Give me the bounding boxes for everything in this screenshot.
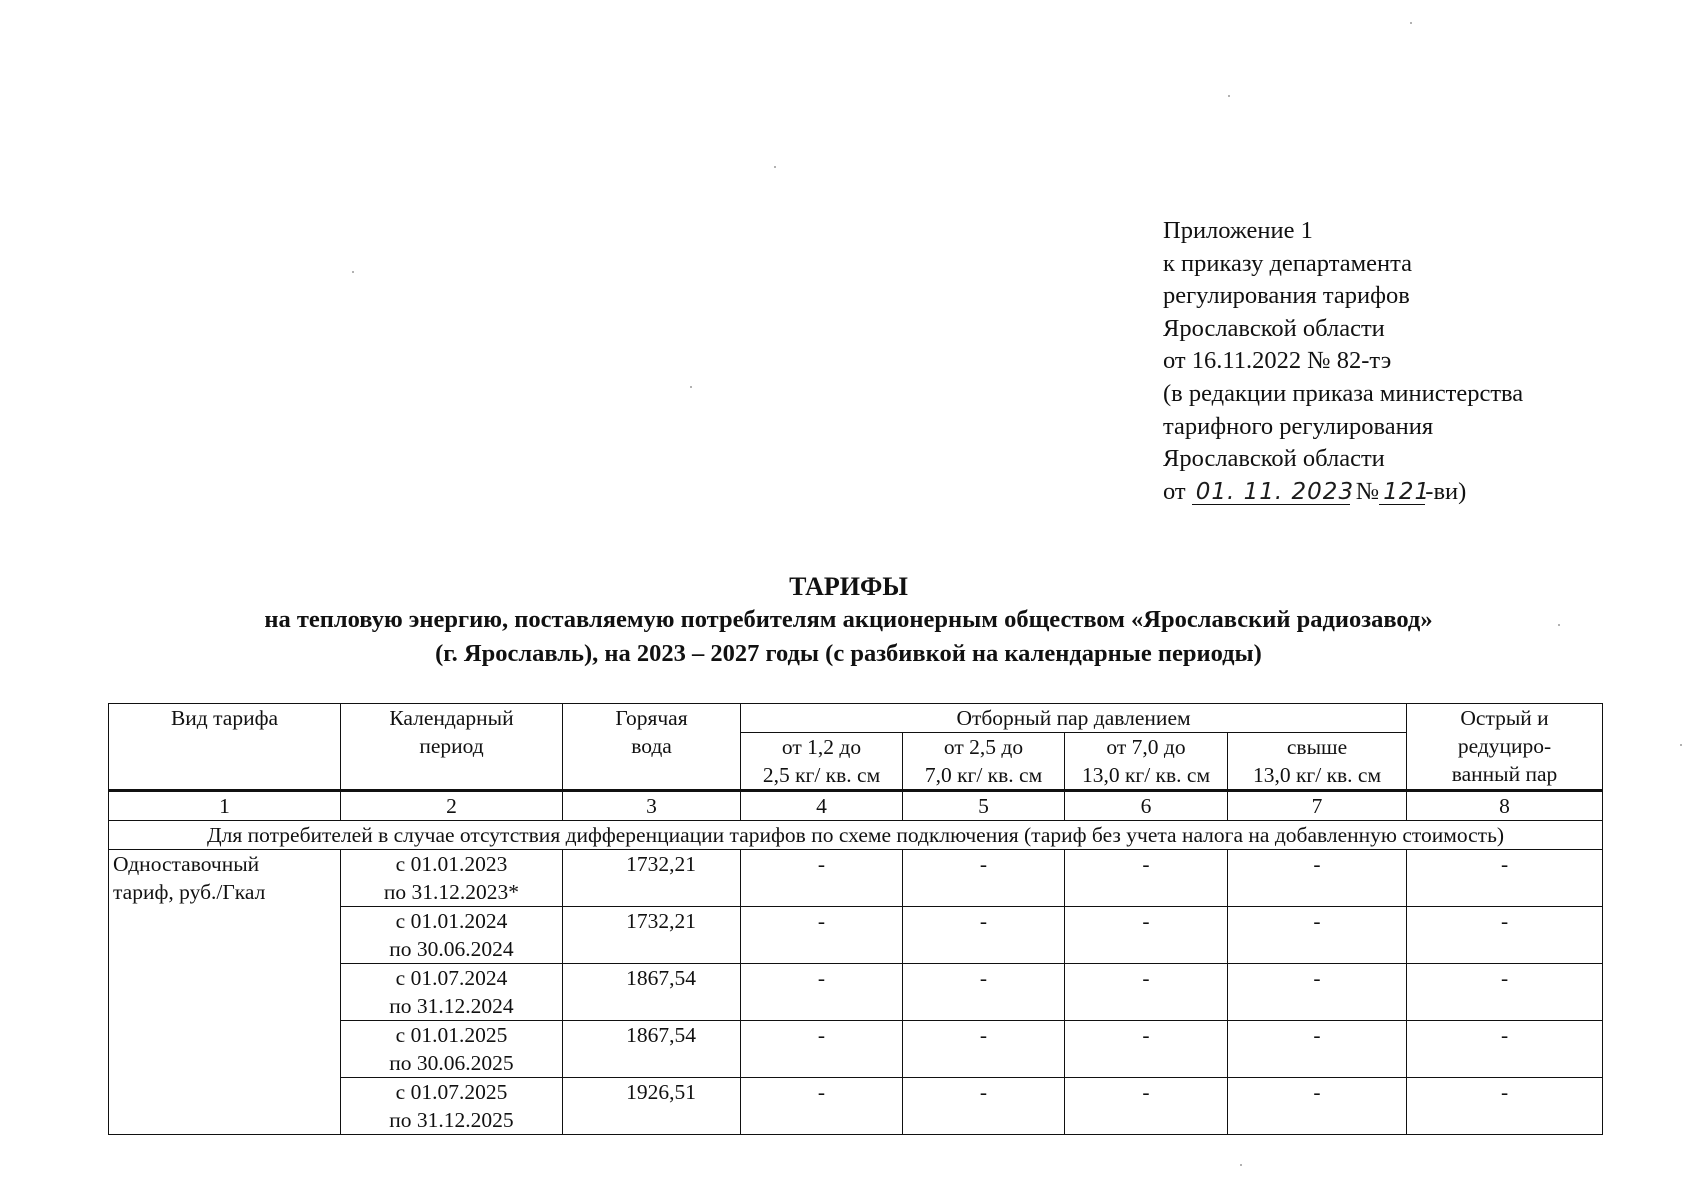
appendix-line: тарифного регулирования bbox=[1163, 412, 1434, 440]
period-from: с 01.01.2025 bbox=[395, 1023, 508, 1047]
tariff-type-cell bbox=[109, 850, 341, 1135]
pressure-2-value: - bbox=[903, 1078, 1065, 1135]
column-number-row bbox=[109, 791, 1603, 821]
table-row bbox=[109, 850, 1603, 907]
section-row bbox=[109, 821, 1603, 850]
appendix-order-line bbox=[1163, 476, 1523, 509]
sharp-steam-value: - bbox=[1407, 964, 1603, 1021]
column-number: 5 bbox=[903, 791, 1065, 821]
header-text: редуциро- bbox=[1457, 734, 1552, 758]
header-text: 2,5 кг/ кв. см bbox=[762, 763, 881, 787]
document-subtitle: (г. Ярославль), на 2023 – 2027 годы (с разбивкой на календарные периоды) bbox=[435, 640, 1262, 667]
period-cell bbox=[341, 850, 563, 907]
pressure-4-value: - bbox=[1228, 1078, 1407, 1135]
pressure-3-value: - bbox=[1065, 850, 1228, 907]
header-pressure-4 bbox=[1228, 733, 1407, 791]
pressure-4-value: - bbox=[1228, 850, 1407, 907]
header-text: 13,0 кг/ кв. см bbox=[1252, 763, 1382, 787]
pressure-4-value: - bbox=[1228, 1021, 1407, 1078]
column-number: 1 bbox=[109, 791, 341, 821]
header-text: Горячая bbox=[615, 706, 688, 730]
scan-speck bbox=[1240, 1164, 1242, 1166]
header-text: от 1,2 до bbox=[781, 735, 862, 759]
header-text: Острый и bbox=[1460, 706, 1549, 730]
column-number: 6 bbox=[1065, 791, 1228, 821]
pressure-4-value: - bbox=[1228, 964, 1407, 1021]
pressure-2-value: - bbox=[903, 850, 1065, 907]
period-cell bbox=[341, 964, 563, 1021]
header-pressure-2 bbox=[903, 733, 1065, 791]
period-cell bbox=[341, 1078, 563, 1135]
period-from: с 01.07.2025 bbox=[395, 1080, 508, 1104]
header-pressure-1 bbox=[741, 733, 903, 791]
pressure-1-value: - bbox=[741, 850, 903, 907]
tariff-type-text: Одноставочный bbox=[113, 852, 260, 876]
tariff-type-text: тариф, руб./Гкал bbox=[113, 880, 266, 904]
period-from: с 01.01.2024 bbox=[395, 909, 508, 933]
tariffs-table bbox=[108, 703, 1603, 1135]
pressure-1-value: - bbox=[741, 964, 903, 1021]
handwritten-order-number: 121 bbox=[1379, 480, 1425, 505]
header-text: от 2,5 до bbox=[943, 735, 1024, 759]
hot-water-value: 1732,21 bbox=[563, 907, 741, 964]
scan-speck bbox=[1410, 22, 1412, 24]
handwritten-order-date: 01. 11. 2023 bbox=[1192, 480, 1350, 505]
document-title: ТАРИФЫ bbox=[789, 572, 908, 601]
pressure-3-value: - bbox=[1065, 1021, 1228, 1078]
header-text: вода bbox=[631, 734, 672, 758]
order-suffix: -ви) bbox=[1425, 477, 1467, 505]
sharp-steam-value: - bbox=[1407, 850, 1603, 907]
sharp-steam-value: - bbox=[1407, 1078, 1603, 1135]
table-header-row bbox=[109, 704, 1603, 733]
header-calendar-period bbox=[341, 704, 563, 791]
hot-water-value: 1867,54 bbox=[563, 964, 741, 1021]
hot-water-value: 1867,54 bbox=[563, 1021, 741, 1078]
sharp-steam-value: - bbox=[1407, 907, 1603, 964]
period-to: по 31.12.2025 bbox=[389, 1108, 514, 1132]
pressure-3-value: - bbox=[1065, 964, 1228, 1021]
appendix-line: Приложение 1 bbox=[1163, 217, 1313, 244]
appendix-line: (в редакции приказа министерства bbox=[1163, 379, 1524, 407]
header-text: 7,0 кг/ кв. см bbox=[924, 763, 1043, 787]
period-cell bbox=[341, 1021, 563, 1078]
header-sharp-reduced-steam bbox=[1407, 704, 1603, 791]
header-extraction-steam: Отборный пар давлением bbox=[741, 704, 1407, 733]
hot-water-value: 1926,51 bbox=[563, 1078, 741, 1135]
column-number: 8 bbox=[1407, 791, 1603, 821]
appendix-line: к приказу департамента bbox=[1163, 249, 1412, 277]
pressure-2-value: - bbox=[903, 964, 1065, 1021]
pressure-3-value: - bbox=[1065, 1078, 1228, 1135]
period-cell bbox=[341, 907, 563, 964]
pressure-1-value: - bbox=[741, 1078, 903, 1135]
pressure-1-value: - bbox=[741, 1021, 903, 1078]
period-from: с 01.01.2023 bbox=[395, 852, 508, 876]
period-to: по 30.06.2024 bbox=[389, 937, 514, 961]
column-number: 2 bbox=[341, 791, 563, 821]
header-text: свыше bbox=[1286, 735, 1348, 759]
hot-water-value: 1732,21 bbox=[563, 850, 741, 907]
scan-speck bbox=[352, 271, 354, 273]
period-from: с 01.07.2024 bbox=[395, 966, 508, 990]
scan-speck bbox=[690, 386, 692, 388]
scan-speck bbox=[1228, 95, 1230, 97]
header-hot-water bbox=[563, 704, 741, 791]
period-to: по 31.12.2024 bbox=[389, 994, 514, 1018]
column-number: 7 bbox=[1228, 791, 1407, 821]
header-text: Календарный bbox=[389, 706, 514, 730]
appendix-line: от 16.11.2022 № 82-тэ bbox=[1163, 347, 1392, 375]
header-tariff-type: Вид тарифа bbox=[109, 704, 341, 791]
header-text: ванный пар bbox=[1451, 762, 1558, 786]
order-prefix: от bbox=[1163, 477, 1186, 505]
header-pressure-3 bbox=[1065, 733, 1228, 791]
document-subtitle: на тепловую энергию, поставляемую потребителям акционерным обществом «Ярославский радиозавод» bbox=[264, 606, 1433, 633]
appendix-line: Ярославской области bbox=[1163, 314, 1385, 342]
pressure-2-value: - bbox=[903, 1021, 1065, 1078]
order-number-sign: № bbox=[1355, 477, 1380, 505]
header-text: от 7,0 до bbox=[1106, 735, 1186, 759]
appendix-line: Ярославской области bbox=[1163, 445, 1385, 473]
scan-speck bbox=[774, 166, 776, 168]
header-text: 13,0 кг/ кв. см bbox=[1081, 763, 1211, 787]
sharp-steam-value: - bbox=[1407, 1021, 1603, 1078]
section-title: Для потребителей в случае отсутствия дифференциации тарифов по схеме подключения (тариф без учета налога на добавленную стоимость) bbox=[109, 821, 1603, 850]
pressure-1-value: - bbox=[741, 907, 903, 964]
pressure-2-value: - bbox=[903, 907, 1065, 964]
pressure-3-value: - bbox=[1065, 907, 1228, 964]
period-to: по 31.12.2023* bbox=[383, 880, 520, 904]
scan-speck bbox=[1680, 744, 1682, 746]
header-text: период bbox=[419, 734, 484, 758]
appendix-reference bbox=[1163, 215, 1523, 508]
appendix-line: регулирования тарифов bbox=[1163, 282, 1410, 310]
period-to: по 30.06.2025 bbox=[389, 1051, 514, 1075]
pressure-4-value: - bbox=[1228, 907, 1407, 964]
column-number: 4 bbox=[741, 791, 903, 821]
column-number: 3 bbox=[563, 791, 741, 821]
